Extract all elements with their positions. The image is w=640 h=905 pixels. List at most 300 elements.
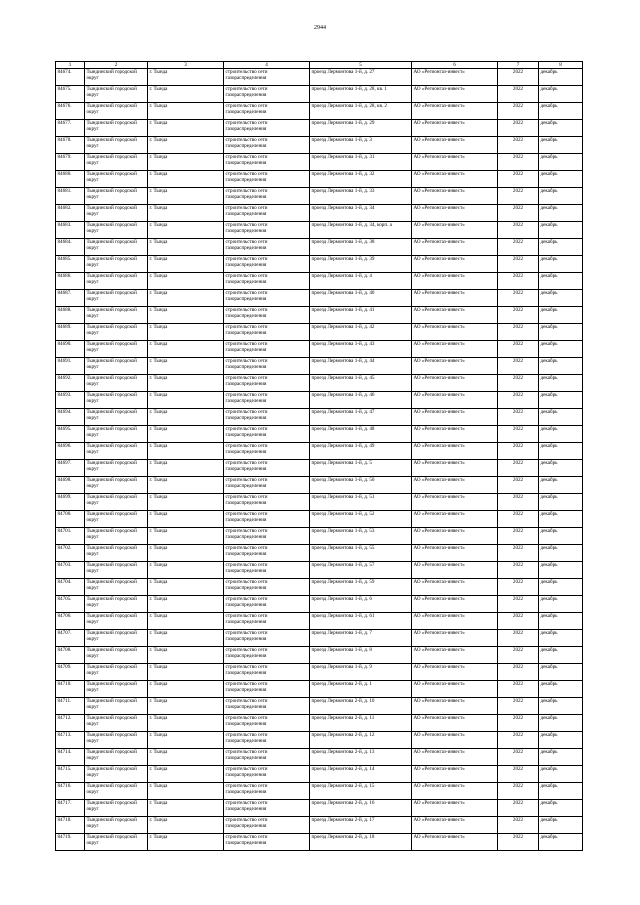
cell-year: 2022 — [498, 817, 539, 834]
table-row — [56, 511, 583, 528]
table-row — [56, 341, 583, 358]
cell-year: 2022 — [498, 154, 539, 171]
cell-row-number: 84674. — [56, 69, 85, 86]
cell-row-number: 84695. — [56, 426, 85, 443]
cell-municipality: Тындинский городской округ — [85, 579, 148, 596]
cell-settlement: г. Тында — [148, 171, 224, 188]
cell-work-type: строительство сети газораспределения — [224, 477, 310, 494]
cell-settlement: г. Тында — [148, 120, 224, 137]
cell-row-number: 84700. — [56, 511, 85, 528]
cell-executor: АО «Регионгаз-инвест» — [412, 664, 498, 681]
cell-executor: АО «Регионгаз-инвест» — [412, 834, 498, 851]
cell-month: декабрь — [539, 783, 583, 800]
cell-settlement: г. Тында — [148, 579, 224, 596]
cell-executor: АО «Регионгаз-инвест» — [412, 341, 498, 358]
cell-address: проезд Лермонтова 1-й, д. 32 — [310, 171, 412, 188]
cell-settlement: г. Тында — [148, 800, 224, 817]
cell-address: проезд Лермонтова 1-й, д. 52 — [310, 511, 412, 528]
cell-address: проезд Лермонтова 2-й, д. 10 — [310, 698, 412, 715]
cell-executor: АО «Регионгаз-инвест» — [412, 103, 498, 120]
cell-address: проезд Лермонтова 1-й, д. 45 — [310, 375, 412, 392]
cell-executor: АО «Регионгаз-инвест» — [412, 426, 498, 443]
table-row — [56, 239, 583, 256]
table-row — [56, 290, 583, 307]
cell-settlement: г. Тында — [148, 783, 224, 800]
cell-address: проезд Лермонтова 1-й, д. 7 — [310, 630, 412, 647]
table-row — [56, 698, 583, 715]
cell-year: 2022 — [498, 766, 539, 783]
cell-municipality: Тындинский городской округ — [85, 528, 148, 545]
cell-municipality: Тындинский городской округ — [85, 392, 148, 409]
cell-settlement: г. Тында — [148, 273, 224, 290]
cell-executor: АО «Регионгаз-инвест» — [412, 154, 498, 171]
cell-year: 2022 — [498, 256, 539, 273]
cell-municipality: Тындинский городской округ — [85, 358, 148, 375]
table-row — [56, 358, 583, 375]
cell-year: 2022 — [498, 681, 539, 698]
cell-address: проезд Лермонтова 1-й, д. 39 — [310, 256, 412, 273]
cell-address: проезд Лермонтова 1-й, д. 40 — [310, 290, 412, 307]
cell-address: проезд Лермонтова 1-й, д. 34 — [310, 205, 412, 222]
cell-month: декабрь — [539, 596, 583, 613]
table-row — [56, 681, 583, 698]
cell-work-type: строительство сети газораспределения — [224, 562, 310, 579]
cell-address: проезд Лермонтова 2-й, д. 15 — [310, 783, 412, 800]
cell-month: декабрь — [539, 460, 583, 477]
cell-row-number: 84681. — [56, 188, 85, 205]
cell-address: проезд Лермонтова 1-й, д. 6 — [310, 596, 412, 613]
cell-work-type: строительство сети газораспределения — [224, 715, 310, 732]
cell-month: декабрь — [539, 137, 583, 154]
cell-settlement: г. Тында — [148, 494, 224, 511]
cell-month: декабрь — [539, 562, 583, 579]
cell-executor: АО «Регионгаз-инвест» — [412, 120, 498, 137]
cell-work-type: строительство сети газораспределения — [224, 817, 310, 834]
cell-year: 2022 — [498, 511, 539, 528]
cell-executor: АО «Регионгаз-инвест» — [412, 222, 498, 239]
cell-work-type: строительство сети газораспределения — [224, 460, 310, 477]
cell-executor: АО «Регионгаз-инвест» — [412, 256, 498, 273]
table-row — [56, 562, 583, 579]
cell-year: 2022 — [498, 171, 539, 188]
cell-row-number: 84687. — [56, 290, 85, 307]
table-row — [56, 630, 583, 647]
cell-year: 2022 — [498, 545, 539, 562]
cell-address: проезд Лермонтова 1-й, д. 61 — [310, 613, 412, 630]
cell-address: проезд Лермонтова 1-й, д. 28, кв. 2 — [310, 103, 412, 120]
cell-month: декабрь — [539, 426, 583, 443]
cell-row-number: 84688. — [56, 307, 85, 324]
cell-row-number: 84690. — [56, 341, 85, 358]
table-header — [56, 62, 583, 69]
cell-row-number: 84689. — [56, 324, 85, 341]
cell-month: декабрь — [539, 477, 583, 494]
table-row — [56, 137, 583, 154]
cell-address: проезд Лермонтова 1-й, д. 51 — [310, 494, 412, 511]
cell-month: декабрь — [539, 528, 583, 545]
cell-row-number: 84676. — [56, 103, 85, 120]
table-row — [56, 783, 583, 800]
cell-year: 2022 — [498, 630, 539, 647]
cell-work-type: строительство сети газораспределения — [224, 69, 310, 86]
cell-municipality: Тындинский городской округ — [85, 834, 148, 851]
cell-work-type: строительство сети газораспределения — [224, 324, 310, 341]
table-row — [56, 86, 583, 103]
cell-executor: АО «Регионгаз-инвест» — [412, 392, 498, 409]
cell-address: проезд Лермонтова 2-й, д. 14 — [310, 766, 412, 783]
cell-row-number: 84679. — [56, 154, 85, 171]
cell-year: 2022 — [498, 664, 539, 681]
cell-year: 2022 — [498, 579, 539, 596]
cell-executor: АО «Регионгаз-инвест» — [412, 698, 498, 715]
cell-year: 2022 — [498, 443, 539, 460]
cell-row-number: 84677. — [56, 120, 85, 137]
cell-address: проезд Лермонтова 2-й, д. 12 — [310, 732, 412, 749]
cell-executor: АО «Регионгаз-инвест» — [412, 783, 498, 800]
table-row — [56, 222, 583, 239]
cell-settlement: г. Тында — [148, 749, 224, 766]
cell-row-number: 84704. — [56, 579, 85, 596]
cell-month: декабрь — [539, 834, 583, 851]
cell-settlement: г. Тында — [148, 375, 224, 392]
cell-work-type: строительство сети газораспределения — [224, 579, 310, 596]
cell-municipality: Тындинский городской округ — [85, 477, 148, 494]
cell-year: 2022 — [498, 800, 539, 817]
table-row — [56, 477, 583, 494]
cell-settlement: г. Тында — [148, 426, 224, 443]
table-row — [56, 307, 583, 324]
cell-month: декабрь — [539, 613, 583, 630]
cell-year: 2022 — [498, 647, 539, 664]
cell-year: 2022 — [498, 596, 539, 613]
cell-municipality: Тындинский городской округ — [85, 222, 148, 239]
cell-municipality: Тындинский городской округ — [85, 664, 148, 681]
cell-row-number: 84686. — [56, 273, 85, 290]
table-row — [56, 834, 583, 851]
cell-settlement: г. Тында — [148, 817, 224, 834]
cell-row-number: 84693. — [56, 392, 85, 409]
cell-month: декабрь — [539, 698, 583, 715]
column-header: 5 — [310, 62, 412, 69]
cell-row-number: 84678. — [56, 137, 85, 154]
cell-municipality: Тындинский городской округ — [85, 86, 148, 103]
cell-work-type: строительство сети газораспределения — [224, 766, 310, 783]
cell-work-type: строительство сети газораспределения — [224, 834, 310, 851]
cell-address: проезд Лермонтова 1-й, д. 33 — [310, 188, 412, 205]
cell-year: 2022 — [498, 69, 539, 86]
cell-month: декабрь — [539, 681, 583, 698]
cell-executor: АО «Регионгаз-инвест» — [412, 647, 498, 664]
cell-year: 2022 — [498, 307, 539, 324]
cell-address: проезд Лермонтова 1-й, д. 4 — [310, 273, 412, 290]
cell-month: декабрь — [539, 239, 583, 256]
cell-year: 2022 — [498, 613, 539, 630]
cell-month: декабрь — [539, 647, 583, 664]
column-header: 8 — [539, 62, 583, 69]
cell-work-type: строительство сети газораспределения — [224, 137, 310, 154]
cell-row-number: 84709. — [56, 664, 85, 681]
cell-work-type: строительство сети газораспределения — [224, 273, 310, 290]
column-header: 2 — [85, 62, 148, 69]
column-header: 6 — [412, 62, 498, 69]
cell-year: 2022 — [498, 783, 539, 800]
cell-year: 2022 — [498, 341, 539, 358]
cell-settlement: г. Тында — [148, 715, 224, 732]
cell-municipality: Тындинский городской округ — [85, 715, 148, 732]
cell-month: декабрь — [539, 511, 583, 528]
cell-month: декабрь — [539, 256, 583, 273]
cell-year: 2022 — [498, 392, 539, 409]
cell-settlement: г. Тында — [148, 477, 224, 494]
cell-executor: АО «Регионгаз-инвест» — [412, 630, 498, 647]
cell-executor: АО «Регионгаз-инвест» — [412, 477, 498, 494]
cell-month: декабрь — [539, 103, 583, 120]
cell-row-number: 84710. — [56, 681, 85, 698]
cell-settlement: г. Тында — [148, 681, 224, 698]
table-row — [56, 596, 583, 613]
register-table — [55, 61, 583, 851]
table-row — [56, 103, 583, 120]
cell-month: декабрь — [539, 69, 583, 86]
table-row — [56, 171, 583, 188]
table-row — [56, 392, 583, 409]
cell-executor: АО «Регионгаз-инвест» — [412, 528, 498, 545]
cell-year: 2022 — [498, 239, 539, 256]
cell-executor: АО «Регионгаз-инвест» — [412, 409, 498, 426]
table-row — [56, 120, 583, 137]
cell-month: декабрь — [539, 324, 583, 341]
cell-executor: АО «Регионгаз-инвест» — [412, 460, 498, 477]
cell-settlement: г. Тында — [148, 69, 224, 86]
cell-settlement: г. Тында — [148, 545, 224, 562]
cell-row-number: 84706. — [56, 613, 85, 630]
cell-settlement: г. Тында — [148, 613, 224, 630]
cell-municipality: Тындинский городской округ — [85, 443, 148, 460]
cell-municipality: Тындинский городской округ — [85, 307, 148, 324]
cell-year: 2022 — [498, 562, 539, 579]
cell-row-number: 84696. — [56, 443, 85, 460]
cell-executor: АО «Регионгаз-инвест» — [412, 375, 498, 392]
cell-year: 2022 — [498, 715, 539, 732]
cell-municipality: Тындинский городской округ — [85, 103, 148, 120]
table-row — [56, 800, 583, 817]
cell-municipality: Тындинский городской округ — [85, 171, 148, 188]
cell-executor: АО «Регионгаз-инвест» — [412, 800, 498, 817]
cell-row-number: 84698. — [56, 477, 85, 494]
cell-municipality: Тындинский городской округ — [85, 545, 148, 562]
cell-month: декабрь — [539, 341, 583, 358]
cell-executor: АО «Регионгаз-инвест» — [412, 324, 498, 341]
cell-municipality: Тындинский городской округ — [85, 766, 148, 783]
cell-address: проезд Лермонтова 1-й, д. 5 — [310, 460, 412, 477]
cell-row-number: 84713. — [56, 732, 85, 749]
cell-executor: АО «Регионгаз-инвест» — [412, 137, 498, 154]
cell-row-number: 84707. — [56, 630, 85, 647]
cell-year: 2022 — [498, 409, 539, 426]
cell-executor: АО «Регионгаз-инвест» — [412, 290, 498, 307]
cell-municipality: Тындинский городской округ — [85, 341, 148, 358]
cell-work-type: строительство сети газораспределения — [224, 732, 310, 749]
cell-address: проезд Лермонтова 1-й, д. 53 — [310, 528, 412, 545]
cell-month: декабрь — [539, 358, 583, 375]
cell-month: декабрь — [539, 375, 583, 392]
cell-executor: АО «Регионгаз-инвест» — [412, 494, 498, 511]
table-row — [56, 460, 583, 477]
cell-settlement: г. Тында — [148, 562, 224, 579]
cell-month: декабрь — [539, 664, 583, 681]
cell-work-type: строительство сети газораспределения — [224, 749, 310, 766]
cell-settlement: г. Тында — [148, 528, 224, 545]
cell-work-type: строительство сети газораспределения — [224, 171, 310, 188]
cell-municipality: Тындинский городской округ — [85, 732, 148, 749]
cell-settlement: г. Тында — [148, 392, 224, 409]
table-body — [56, 69, 583, 851]
cell-work-type: строительство сети газораспределения — [224, 613, 310, 630]
cell-municipality: Тындинский городской округ — [85, 137, 148, 154]
cell-year: 2022 — [498, 290, 539, 307]
cell-executor: АО «Регионгаз-инвест» — [412, 732, 498, 749]
table-row — [56, 664, 583, 681]
cell-work-type: строительство сети газораспределения — [224, 409, 310, 426]
cell-municipality: Тындинский городской округ — [85, 273, 148, 290]
cell-row-number: 84699. — [56, 494, 85, 511]
cell-year: 2022 — [498, 477, 539, 494]
cell-row-number: 84691. — [56, 358, 85, 375]
cell-month: декабрь — [539, 307, 583, 324]
table-row — [56, 409, 583, 426]
cell-work-type: строительство сети газораспределения — [224, 222, 310, 239]
cell-address: проезд Лермонтова 1-й, д. 8 — [310, 647, 412, 664]
cell-executor: АО «Регионгаз-инвест» — [412, 817, 498, 834]
cell-year: 2022 — [498, 358, 539, 375]
cell-work-type: строительство сети газораспределения — [224, 426, 310, 443]
cell-year: 2022 — [498, 698, 539, 715]
cell-row-number: 84697. — [56, 460, 85, 477]
cell-month: декабрь — [539, 120, 583, 137]
cell-municipality: Тындинский городской округ — [85, 630, 148, 647]
cell-address: проезд Лермонтова 2-й, д. 16 — [310, 800, 412, 817]
cell-month: декабрь — [539, 290, 583, 307]
cell-month: декабрь — [539, 222, 583, 239]
cell-address: проезд Лермонтова 2-й, д. 1 — [310, 681, 412, 698]
cell-year: 2022 — [498, 528, 539, 545]
cell-address: проезд Лермонтова 1-й, д. 31 — [310, 154, 412, 171]
cell-address: проезд Лермонтова 1-й, д. 46 — [310, 392, 412, 409]
cell-executor: АО «Регионгаз-инвест» — [412, 307, 498, 324]
cell-work-type: строительство сети газораспределения — [224, 188, 310, 205]
table-row — [56, 188, 583, 205]
table-row — [56, 375, 583, 392]
cell-month: декабрь — [539, 715, 583, 732]
cell-settlement: г. Тында — [148, 664, 224, 681]
cell-address: проезд Лермонтова 1-й, д. 3 — [310, 137, 412, 154]
cell-settlement: г. Тында — [148, 443, 224, 460]
cell-executor: АО «Регионгаз-инвест» — [412, 681, 498, 698]
cell-work-type: строительство сети газораспределения — [224, 375, 310, 392]
cell-address: проезд Лермонтова 1-й, д. 47 — [310, 409, 412, 426]
cell-settlement: г. Тында — [148, 239, 224, 256]
cell-year: 2022 — [498, 375, 539, 392]
cell-settlement: г. Тында — [148, 358, 224, 375]
cell-row-number: 84719. — [56, 834, 85, 851]
cell-municipality: Тындинский городской округ — [85, 154, 148, 171]
cell-executor: АО «Регионгаз-инвест» — [412, 205, 498, 222]
cell-row-number: 84684. — [56, 239, 85, 256]
cell-settlement: г. Тында — [148, 256, 224, 273]
cell-address: проезд Лермонтова 1-й, д. 48 — [310, 426, 412, 443]
cell-executor: АО «Регионгаз-инвест» — [412, 69, 498, 86]
cell-work-type: строительство сети газораспределения — [224, 783, 310, 800]
cell-month: декабрь — [539, 443, 583, 460]
table-row — [56, 647, 583, 664]
cell-executor: АО «Регионгаз-инвест» — [412, 749, 498, 766]
cell-month: декабрь — [539, 171, 583, 188]
cell-settlement: г. Тында — [148, 188, 224, 205]
table-row — [56, 545, 583, 562]
cell-work-type: строительство сети газораспределения — [224, 596, 310, 613]
cell-row-number: 84683. — [56, 222, 85, 239]
cell-work-type: строительство сети газораспределения — [224, 205, 310, 222]
cell-municipality: Тындинский городской округ — [85, 205, 148, 222]
table-row — [56, 256, 583, 273]
cell-settlement: г. Тында — [148, 307, 224, 324]
cell-address: проезд Лермонтова 1-й, д. 43 — [310, 341, 412, 358]
cell-municipality: Тындинский городской округ — [85, 783, 148, 800]
page-number: 2944 — [314, 25, 326, 31]
cell-year: 2022 — [498, 137, 539, 154]
cell-executor: АО «Регионгаз-инвест» — [412, 596, 498, 613]
cell-work-type: строительство сети газораспределения — [224, 647, 310, 664]
table-row — [56, 613, 583, 630]
column-header: 4 — [224, 62, 310, 69]
cell-row-number: 84711. — [56, 698, 85, 715]
cell-settlement: г. Тында — [148, 409, 224, 426]
cell-work-type: строительство сети газораспределения — [224, 103, 310, 120]
cell-work-type: строительство сети газораспределения — [224, 698, 310, 715]
cell-address: проезд Лермонтова 1-й, д. 41 — [310, 307, 412, 324]
cell-settlement: г. Тында — [148, 137, 224, 154]
cell-month: декабрь — [539, 545, 583, 562]
cell-month: декабрь — [539, 766, 583, 783]
cell-row-number: 84702. — [56, 545, 85, 562]
column-header: 1 — [56, 62, 85, 69]
table-row — [56, 715, 583, 732]
cell-month: декабрь — [539, 579, 583, 596]
cell-municipality: Тындинский городской округ — [85, 800, 148, 817]
column-header: 3 — [148, 62, 224, 69]
cell-work-type: строительство сети газораспределения — [224, 443, 310, 460]
cell-address: проезд Лермонтова 1-й, д. 55 — [310, 545, 412, 562]
cell-settlement: г. Тында — [148, 732, 224, 749]
cell-address: проезд Лермонтова 2-й, д. 11 — [310, 715, 412, 732]
cell-work-type: строительство сети газораспределения — [224, 120, 310, 137]
cell-year: 2022 — [498, 86, 539, 103]
cell-row-number: 84705. — [56, 596, 85, 613]
table-row — [56, 205, 583, 222]
cell-municipality: Тындинский городской округ — [85, 749, 148, 766]
cell-address: проезд Лермонтова 2-й, д. 17 — [310, 817, 412, 834]
cell-year: 2022 — [498, 494, 539, 511]
cell-municipality: Тындинский городской округ — [85, 698, 148, 715]
cell-executor: АО «Регионгаз-инвест» — [412, 766, 498, 783]
cell-month: декабрь — [539, 494, 583, 511]
cell-municipality: Тындинский городской округ — [85, 681, 148, 698]
cell-row-number: 84716. — [56, 783, 85, 800]
cell-row-number: 84701. — [56, 528, 85, 545]
cell-row-number: 84685. — [56, 256, 85, 273]
cell-municipality: Тындинский городской округ — [85, 120, 148, 137]
cell-row-number: 84692. — [56, 375, 85, 392]
